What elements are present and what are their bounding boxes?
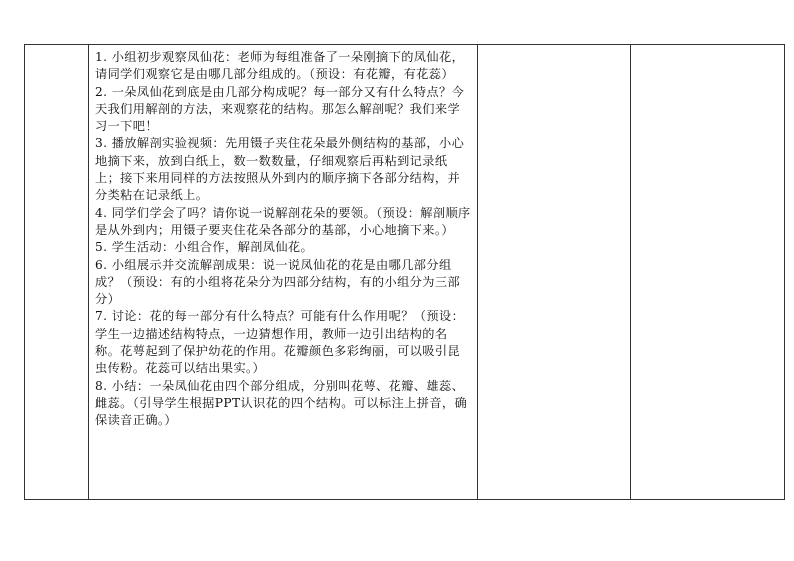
design-intent-cell [631,45,785,500]
student-activity-cell [478,45,631,500]
teacher-activity-cell [89,45,478,500]
lesson-plan-table [24,44,785,500]
step-2: 2. 一朵凤仙花到底是由几部分构成呢？每一部分又有什么特点？今天我们用解剖的方法，来观察花的结构。那怎么解剖呢？我们来学习一下吧！ [95,84,465,134]
table-row [25,45,785,500]
step-1: 1. 小组初步观察凤仙花：老师为每组准备了一朵刚摘下的凤仙花，请同学们观察它是由哪几部分组成的。（预设：有花瓣，有花蕊） [95,50,465,82]
step-4: 4. 同学们学会了吗？请你说一说解剖花朵的要领。（预设：解剖顺序是从外到内；用镊子要夹住花朵各部分的基部，小心地摘下来。） [95,205,471,237]
step-8: 8. 小结：一朵凤仙花由四个部分组成，分别叫花萼、花瓣、雄蕊、雌蕊。（引导学生根据PPT认识花的四个结构。可以标注上拼音，确保读音正确。） [95,378,468,428]
step-7: 7. 讨论：花的每一部分有什么特点？可能有什么作用呢？（预设：学生一边描述结构特点，一边猜想作用，教师一边引出结构的名称。花萼起到了保护幼花的作用。花瓣颜色多彩绚丽，可以吸引昆虫传粉。花蕊可以结出果实。） [95,309,465,376]
step-5: 5. 学生活动：小组合作，解剖凤仙花。 [95,240,314,255]
step-3: 3. 播放解剖实验视频：先用镊子夹住花朵最外侧结构的基部，小心地摘下来，放到白纸上，数一数数量，仔细观察后再粘到记录纸上；接下来用同样的方法按照从外到内的顺序摘下各部分结构，并分类粘在记录纸上。 [95,136,465,203]
step-6: 6. 小组展示并交流解剖成果：说一说凤仙花的花是由哪几部分组成？（预设：有的小组将花朵分为四部分结构，有的小组分为三部分） [95,257,461,307]
stage-cell [25,45,89,500]
